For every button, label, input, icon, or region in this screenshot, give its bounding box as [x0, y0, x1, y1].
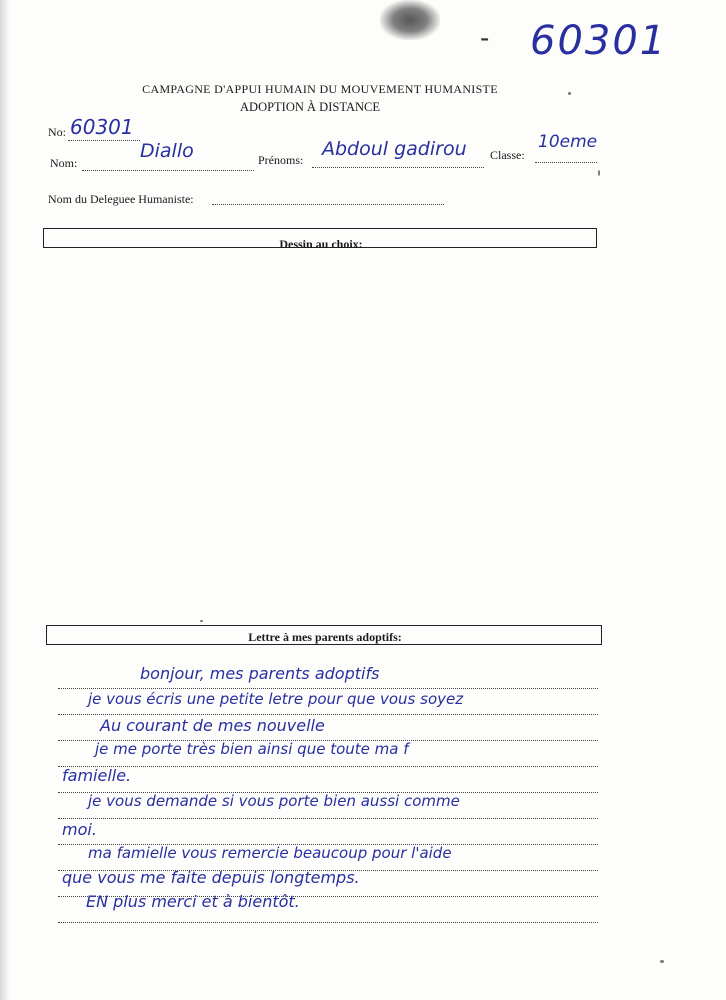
letter-section-title: Lettre à mes parents adoptifs:	[248, 630, 402, 644]
delegue-label: Nom du Deleguee Humaniste:	[48, 192, 194, 206]
adoption-header: ADOPTION À DISTANCE	[240, 100, 380, 114]
letter-line-text: je vous demande si vous porte bien aussi comme	[88, 792, 460, 810]
campaign-header: CAMPAGNE D'APPUI HUMAIN DU MOUVEMENT HUMANISTE	[142, 82, 498, 96]
classe-label: Classe:	[490, 148, 525, 162]
letter-line-text: Au courant de mes nouvelle	[100, 716, 325, 735]
drawing-section-title: Dessin au choix:	[279, 237, 363, 251]
letter-line-text: je vous écris une petite letre pour que vous soyez	[88, 690, 464, 708]
delegue-dotted-line	[212, 204, 444, 205]
nom-dotted-line	[82, 170, 254, 171]
drawing-area	[43, 258, 599, 618]
scan-edge-shadow	[0, 0, 10, 1000]
scan-speck	[660, 960, 664, 963]
letter-line-text: ma famielle vous remercie beaucoup pour l'aide	[88, 844, 452, 862]
no-label: No:	[48, 125, 66, 139]
letter-line-text: moi.	[62, 820, 97, 839]
letter-dotted-line	[58, 766, 598, 767]
letter-dotted-line	[58, 714, 598, 715]
prenoms-value: Abdoul gadirou	[322, 138, 467, 160]
handwritten-reference-number: 60301	[530, 18, 668, 64]
nom-label: Nom:	[50, 156, 78, 170]
letter-line-text: famielle.	[62, 766, 132, 785]
letter-line-text: bonjour, mes parents adoptifs	[140, 664, 380, 683]
nom-value: Diallo	[140, 140, 194, 162]
reference-dash: -	[480, 22, 490, 53]
letter-dotted-line	[58, 688, 598, 689]
scan-speck	[598, 170, 600, 176]
letter-line-text: que vous me faite depuis longtemps.	[62, 868, 360, 887]
no-value: 60301	[70, 115, 134, 139]
prenoms-dotted-line	[312, 167, 484, 168]
letter-line-text: je me porte très bien ainsi que toute ma f	[95, 740, 409, 758]
letter-dotted-line	[58, 818, 598, 819]
classe-dotted-line	[535, 162, 597, 163]
no-dotted-line	[68, 140, 140, 141]
classe-value: 10eme	[538, 132, 598, 152]
letter-dotted-line	[58, 922, 598, 923]
letter-line-text: EN plus merci et à bientôt.	[86, 892, 300, 911]
scan-speck	[568, 92, 571, 95]
scan-smudge-mark	[380, 0, 440, 40]
prenoms-label: Prénoms:	[258, 153, 304, 167]
scan-speck	[200, 620, 203, 622]
